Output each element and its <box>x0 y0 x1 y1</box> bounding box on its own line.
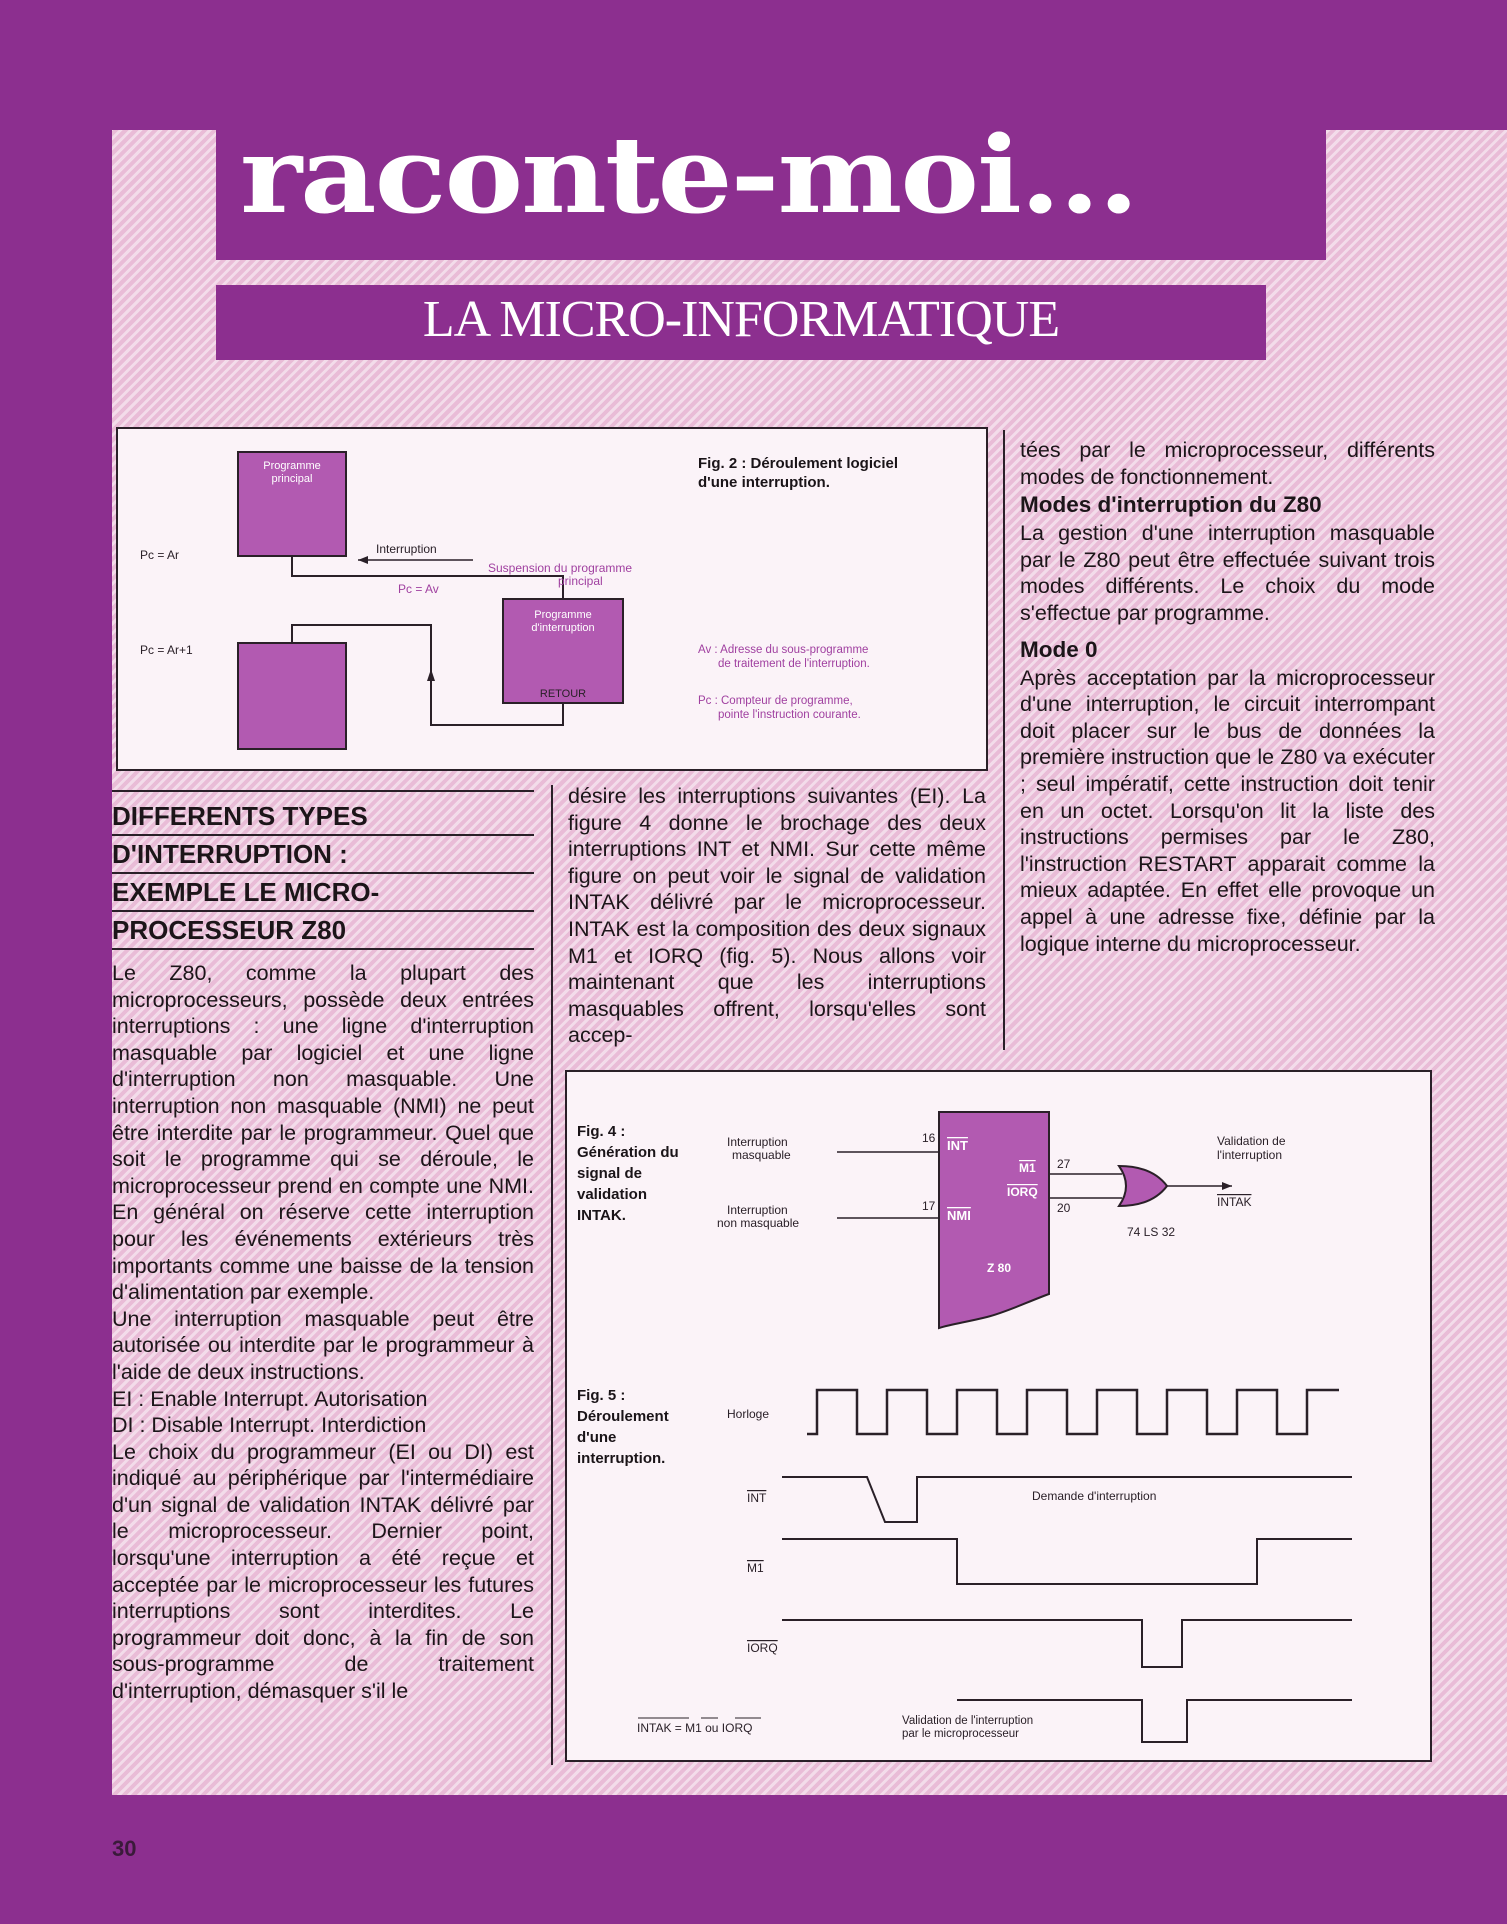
column-3-paragraph-1: tées par le microprocesseur, différents modes de fonctionnement. <box>1020 438 1435 489</box>
figures-4-5-diagram <box>567 1072 1430 1760</box>
pin-16: 16 <box>922 1131 936 1145</box>
clock-waveform <box>807 1390 1339 1434</box>
pin-17: 17 <box>922 1199 936 1213</box>
page-title: raconte-moi... <box>240 112 1138 238</box>
figure-4-caption-2: Génération du <box>577 1144 679 1161</box>
pin-27: 27 <box>1057 1157 1071 1171</box>
subheading-interrupt-modes: Modes d'interruption du Z80 <box>1020 492 1322 518</box>
column-3-paragraph-3: Après acceptation par la microprocesseur d'une interruption, le circuit interrompant doit placer sur le bus de données la première instruction que le Z80 va exécuter ; seul impératif, cette instruction doit tenir en un octet. Lorsqu'on lit la liste des instructions permises par le Z80, l'instruction RESTART apparait comme la mieux adaptée. En effet elle provoque un appel à une adresse fixe, définie par la logique interne du microprocesseur. <box>1020 665 1435 956</box>
input-nonmasquable-2: non masquable <box>717 1216 800 1230</box>
output-label-2: l'interruption <box>1217 1148 1282 1162</box>
pin-20: 20 <box>1057 1201 1071 1215</box>
clock-label: Horloge <box>727 1407 770 1421</box>
interrupt-program-label-2: d'interruption <box>531 622 595 634</box>
retour-label: RETOUR <box>539 688 587 700</box>
pc-ar1-label: Pc = Ar+1 <box>140 643 193 657</box>
column-2 <box>568 783 986 1049</box>
section-heading-line-1: DIFFERENTS TYPES <box>112 798 534 836</box>
legend-av-2: de traitement de l'interruption. <box>718 658 870 670</box>
subheading-mode-0: Mode 0 <box>1020 636 1098 662</box>
column-2-paragraph-1: désire les interruptions suivantes (EI). La figure 4 donne le brochage des deux interruptions INT et NMI. Sur cette même figure on peut voir le signal de validation INTAK délivré par le microprocesseur. INTAK est la composition des deux signaux M1 et IORQ (fig. 5). Nous allons voir maintenant que les interruptions masquables offrent, lorsqu'elles sont accep- <box>568 784 986 1048</box>
column-1-paragraph-1: Le Z80, comme la plupart des microprocesseurs, possède deux entrées interruptions : une ligne d'interruption masquable par logiciel et une ligne d'interruption non masquable. Une interruption non masquable (NMI) ne peut être interdite par le programmeur. Quel que soit le programme qui se déroule, le microprocesseur prend en compte une NMI. En général on réserve cette interruption pour les événements extérieurs très importants comme une baisse de la tension d'alimentation par exemple. <box>112 961 534 1305</box>
page-subtitle: LA MICRO-INFORMATIQUE <box>422 291 1060 348</box>
bottom-band <box>0 1795 1507 1924</box>
figure-5-caption-2: Déroulement <box>577 1408 669 1425</box>
main-program-resume-box <box>238 643 346 749</box>
validation-label-2: par le microprocesseur <box>902 1728 1019 1740</box>
int-description: Demande d'interruption <box>1032 1489 1157 1503</box>
column-1 <box>112 790 534 1705</box>
input-masquable-1: Interruption <box>727 1135 788 1149</box>
legend-pc-1: Pc : Compteur de programme, <box>698 695 853 707</box>
output-label-1: Validation de <box>1217 1134 1286 1148</box>
validation-label-1: Validation de l'interruption <box>902 1715 1034 1727</box>
input-nonmasquable-1: Interruption <box>727 1203 788 1217</box>
z80-label: Z 80 <box>987 1261 1012 1275</box>
section-heading-line-2: D'INTERRUPTION : <box>112 836 534 874</box>
column-divider-2 <box>1003 430 1005 1050</box>
figure-2-caption-2: d'une interruption. <box>698 474 830 491</box>
column-divider-1 <box>551 785 553 1765</box>
figure-5-caption-3: d'une <box>577 1429 617 1446</box>
pc-av-label: Pc = Av <box>398 582 439 596</box>
intak-formula: INTAK = M1 ou IORQ <box>637 1721 753 1735</box>
column-1-paragraph-2: Une interruption masquable peut être autorisée ou interdite par le programmeur à l'aide de deux instructions. <box>112 1306 534 1384</box>
input-masquable-2: masquable <box>732 1148 791 1162</box>
pc-ar-label: Pc = Ar <box>140 548 180 562</box>
main-program-label-2: principal <box>271 473 313 485</box>
intak-output-label: INTAK <box>1217 1195 1252 1209</box>
figure-4-caption-4: validation <box>577 1186 648 1203</box>
gate-label: 74 LS 32 <box>1127 1225 1176 1239</box>
suspension-label-2: principal <box>558 574 603 588</box>
or-gate <box>1119 1166 1167 1206</box>
suspension-label-1: Suspension du programme <box>488 561 633 575</box>
section-heading-line-4: PROCESSEUR Z80 <box>112 912 534 950</box>
figure-2-panel <box>116 427 988 771</box>
pin-m1-label: M1 <box>1019 1161 1036 1175</box>
page-number: 30 <box>112 1836 137 1861</box>
iorq-waveform <box>782 1620 1352 1667</box>
ei-definition: EI : Enable Interrupt. Autorisation <box>112 1386 428 1411</box>
legend-av-1: Av : Adresse du sous-programme <box>698 644 869 656</box>
figure-5-caption-1: Fig. 5 : <box>577 1387 626 1404</box>
pin-nmi-label: NMI <box>947 1208 971 1223</box>
figure-4-caption-5: INTAK. <box>577 1207 626 1224</box>
figure-4-caption-3: signal de <box>577 1165 643 1182</box>
figure-2-diagram <box>118 429 986 769</box>
pin-iorq-label: IORQ <box>1007 1185 1038 1199</box>
interrupt-program-label-1: Programme <box>534 609 592 621</box>
int-signal-label: INT <box>747 1491 767 1505</box>
column-3 <box>1020 437 1435 957</box>
interruption-label: Interruption <box>376 542 437 556</box>
pin-int-label: INT <box>947 1138 968 1153</box>
iorq-signal-label: IORQ <box>747 1641 778 1655</box>
legend-pc-2: pointe l'instruction courante. <box>718 709 861 721</box>
figures-4-5-panel <box>565 1070 1432 1762</box>
di-definition: DI : Disable Interrupt. Interdiction <box>112 1413 427 1438</box>
m1-signal-label: M1 <box>747 1561 764 1575</box>
main-program-label-1: Programme <box>263 460 321 472</box>
figure-5-caption-4: interruption. <box>577 1450 666 1467</box>
m1-waveform <box>782 1539 1352 1584</box>
column-1-paragraph-3: Le choix du programmeur (EI ou DI) est indiqué au périphérique par l'intermédiaire d'un signal de validation INTAK délivré par le microprocesseur. Dernier point, lorsqu'une interruption a été reçue et acceptée par le microprocesseur les futures interruptions sont interdites. Le programmeur doit donc, à la fin de son sous-programme de traitement d'interruption, démasquer s'il le <box>112 1439 534 1704</box>
figure-4-caption-1: Fig. 4 : <box>577 1123 626 1140</box>
figure-2-caption-1: Fig. 2 : Déroulement logiciel <box>698 455 899 472</box>
section-heading-line-3: EXEMPLE LE MICRO- <box>112 874 534 912</box>
column-3-paragraph-2: La gestion d'une interruption masquable par le Z80 peut être effectuée suivant trois modes différents. Le choix du mode s'effectue par programme. <box>1020 521 1435 625</box>
